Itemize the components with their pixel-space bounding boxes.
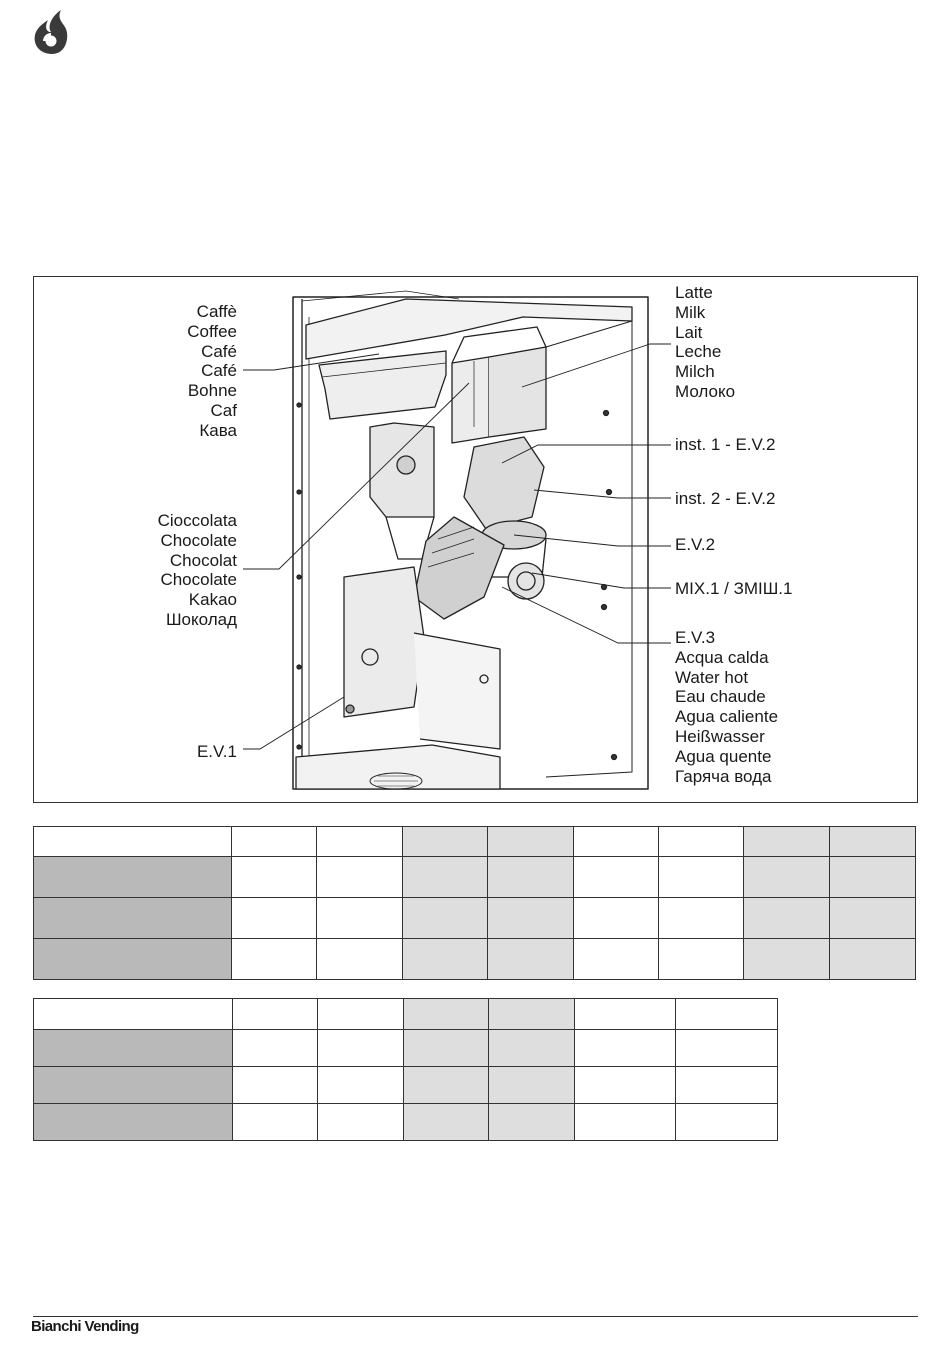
table-cell: [232, 939, 317, 980]
hot-water-label: [675, 628, 778, 786]
table-cell: [317, 827, 403, 857]
hot-water-label-it: Acqua calda: [675, 647, 769, 667]
table-cell: [488, 827, 574, 857]
table-cell: [232, 827, 317, 857]
hot-water-label-es: Agua caliente: [675, 707, 779, 727]
coffee-label: [187, 302, 237, 441]
chocolate-label-es: Chocolate: [160, 570, 237, 590]
machine-figure-frame: [33, 276, 918, 803]
table-cell: [404, 1104, 489, 1141]
table-row: [34, 1030, 778, 1067]
table-cell: [489, 1104, 575, 1141]
table-row: [34, 939, 916, 980]
table-cell: [233, 1030, 318, 1067]
ev1-label: [197, 742, 237, 762]
table-cell: [404, 1067, 489, 1104]
table-cell: [575, 1104, 676, 1141]
table-cell: [318, 1104, 404, 1141]
table-cell: [574, 939, 659, 980]
table-row: [34, 999, 778, 1030]
table-cell: [574, 898, 659, 939]
chocolate-label-it: Cioccolata: [157, 511, 237, 530]
table-cell: [403, 939, 488, 980]
table-cell: [404, 999, 489, 1030]
table-cell: [575, 999, 676, 1030]
table-cell: [659, 857, 744, 898]
table-cell: [403, 898, 488, 939]
milk-label-es: Leche: [675, 342, 722, 362]
inst1-label-text: inst. 1 - E.V.2: [675, 435, 776, 454]
table-row-header: [34, 898, 232, 939]
hot-water-label-pt: Agua quente: [675, 746, 772, 766]
table-cell: [575, 1030, 676, 1067]
mix1-label-text: MIX.1 / ЗМІШ.1: [675, 579, 793, 598]
coffee-label-uk: Кава: [199, 420, 237, 440]
chocolate-label: [158, 511, 237, 630]
table-cell: [403, 857, 488, 898]
table-row-header: [34, 1104, 233, 1141]
table-cell: [830, 827, 916, 857]
table-row: [34, 857, 916, 898]
coffee-label-fr: Café: [201, 341, 237, 361]
ev1-label-text: E.V.1: [196, 742, 237, 761]
ev2-label-text: E.V.2: [675, 535, 716, 554]
hot-water-label-ev3: E.V.3: [675, 628, 716, 647]
table-cell: [488, 898, 574, 939]
table-cell: [318, 1067, 404, 1104]
inst2-label: [675, 489, 775, 509]
hot-water-label-en: Water hot: [675, 667, 749, 687]
table-cell: [404, 1030, 489, 1067]
table-cell: [233, 1104, 318, 1141]
milk-label-fr: Lait: [675, 322, 703, 342]
table-cell: [676, 1104, 778, 1141]
inst1-label: [675, 435, 775, 455]
table-cell: [318, 999, 404, 1030]
table-cell: [489, 1030, 575, 1067]
table-cell: [233, 1067, 318, 1104]
chocolate-label-en: Chocolate: [160, 530, 237, 550]
chocolate-label-fr: Chocolat: [169, 550, 237, 570]
table-cell: [659, 939, 744, 980]
table-cell: [34, 827, 232, 857]
table-cell: [676, 999, 778, 1030]
table-cell: [233, 999, 318, 1030]
footer-divider: [33, 1316, 918, 1317]
milk-label-en: Milk: [675, 302, 706, 322]
milk-label-uk: Молоко: [675, 381, 736, 401]
coffee-label-de: Bohne: [187, 381, 237, 401]
table-row-header: [34, 857, 232, 898]
hot-water-label-de: Heißwasser: [675, 726, 765, 746]
ev2-label: [675, 535, 715, 555]
table-cell: [744, 898, 830, 939]
table-cell: [830, 939, 916, 980]
table-row: [34, 898, 916, 939]
table-row: [34, 1067, 778, 1104]
table-cell: [830, 898, 916, 939]
table-cell: [744, 857, 830, 898]
table-cell: [830, 857, 916, 898]
coffee-label-pt: Caf: [210, 400, 237, 420]
table-cell: [575, 1067, 676, 1104]
hot-water-label-uk: Гаряча вода: [675, 766, 772, 786]
mix1-label: [675, 579, 792, 599]
table-cell: [574, 857, 659, 898]
table-cell: [34, 999, 233, 1030]
table-cell: [488, 939, 574, 980]
footer-brand: Bianchi Vending: [31, 1318, 139, 1335]
table-cell: [676, 1030, 778, 1067]
table-cell: [403, 827, 488, 857]
table-cell: [489, 1067, 575, 1104]
table-row: [34, 827, 916, 857]
table-cell: [317, 857, 403, 898]
table-cell: [659, 827, 744, 857]
table-cell: [744, 939, 830, 980]
table-cell: [488, 857, 574, 898]
inst2-label-text: inst. 2 - E.V.2: [675, 489, 776, 508]
dose-table-2: [33, 998, 778, 1141]
table-cell: [318, 1030, 404, 1067]
table-row: [34, 1104, 778, 1141]
chocolate-label-uk: Шоколад: [165, 609, 237, 629]
table-cell: [232, 898, 317, 939]
coffee-label-es: Café: [201, 361, 237, 381]
flame-swirl-logo-icon: [30, 6, 74, 56]
coffee-label-it: Caffè: [196, 302, 237, 321]
dose-table-1: [33, 826, 916, 980]
table-cell: [232, 857, 317, 898]
coffee-label-en: Coffee: [187, 321, 237, 341]
table-cell: [317, 939, 403, 980]
table-cell: [317, 898, 403, 939]
table-cell: [659, 898, 744, 939]
table-cell: [489, 999, 575, 1030]
milk-label-de: Milch: [675, 362, 715, 382]
table-row-header: [34, 1067, 233, 1104]
table-row-header: [34, 1030, 233, 1067]
table-row-header: [34, 939, 232, 980]
table-cell: [574, 827, 659, 857]
milk-label-it: Latte: [675, 283, 713, 302]
table-cell: [744, 827, 830, 857]
hot-water-label-fr: Eau chaude: [675, 687, 766, 707]
chocolate-label-de: Kakao: [188, 590, 237, 610]
milk-label: [675, 283, 735, 402]
table-cell: [676, 1067, 778, 1104]
